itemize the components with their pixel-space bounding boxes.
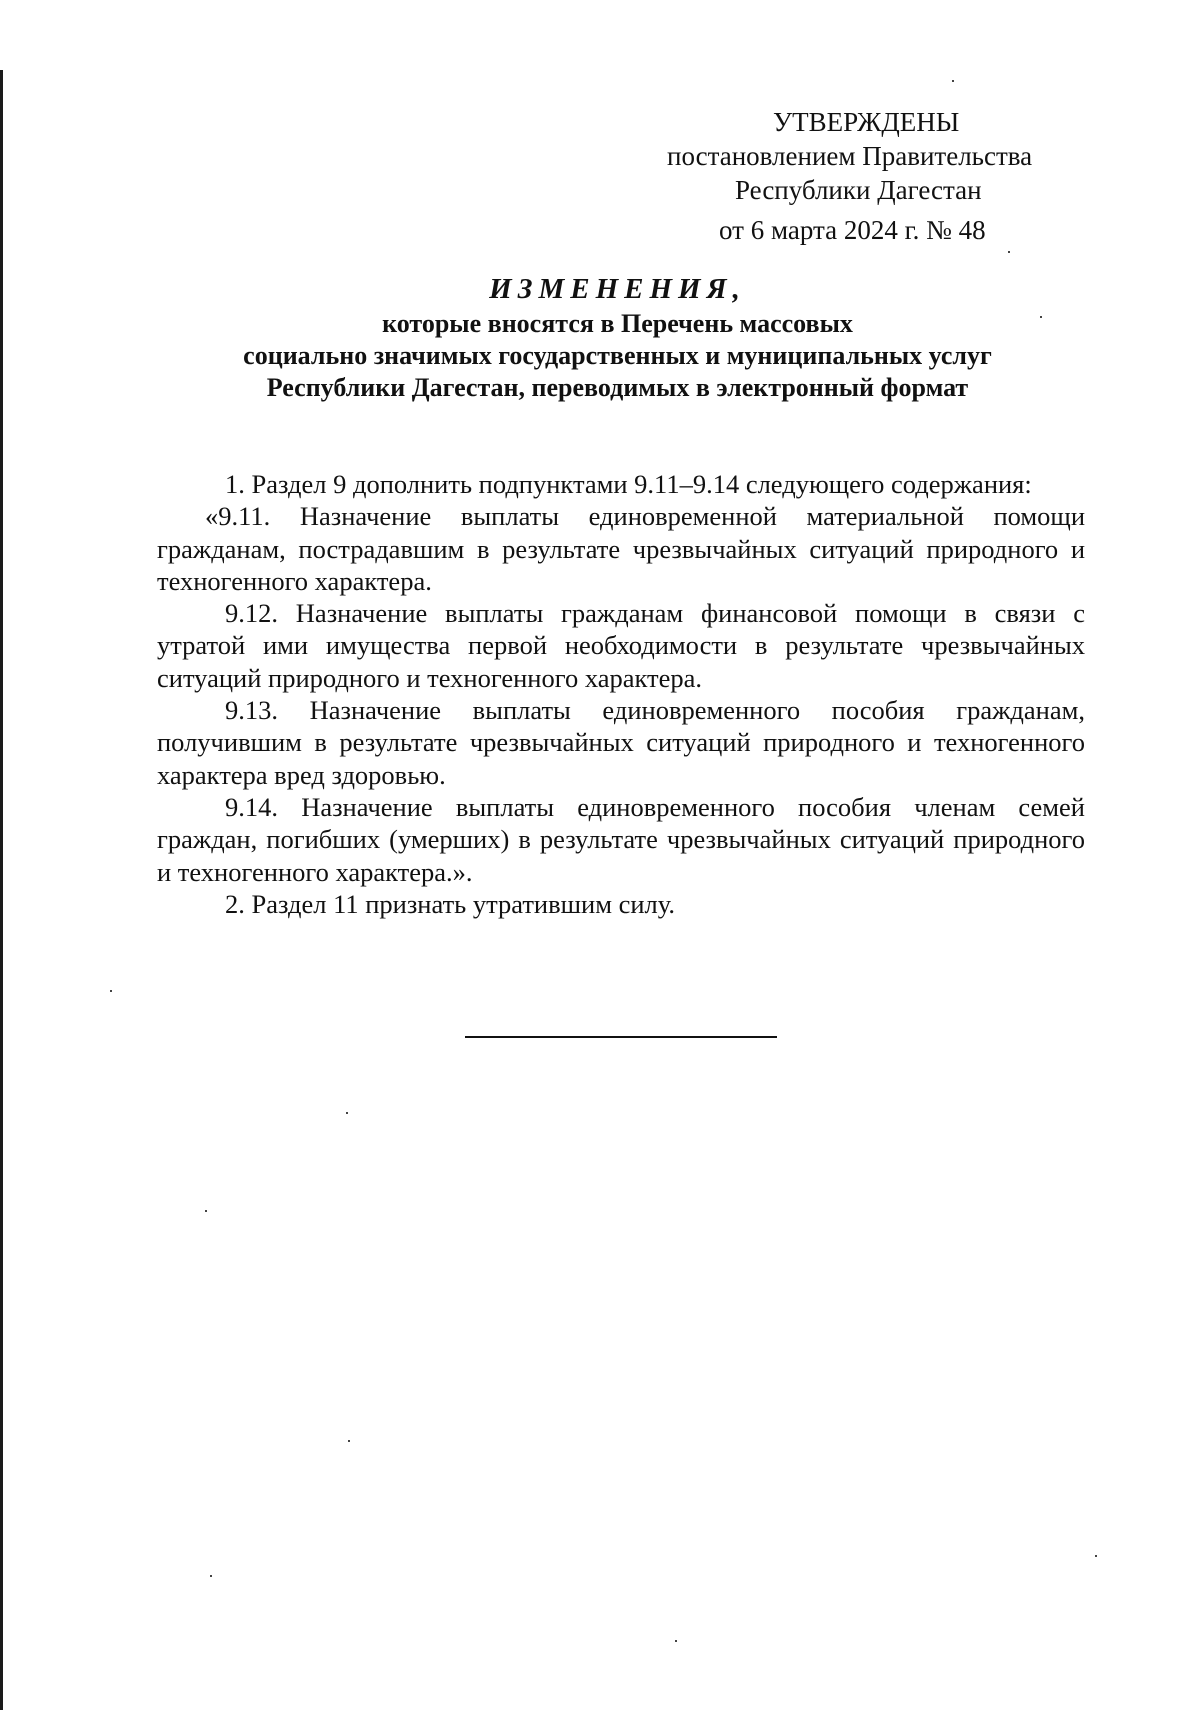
paragraph-1: 1. Раздел 9 дополнить подпунктами 9.11–9.14 следующего содержания:: [225, 469, 1032, 499]
scan-speck: [348, 1440, 350, 1442]
approval-block: [650, 105, 1070, 247]
heading-line-2: социально значимых государственных и муниципальных услуг: [243, 341, 992, 370]
scan-edge-shadow: [0, 70, 3, 1710]
paragraph-9-11: «9.11. Назначение выплаты единовременной материальной помощи гражданам, пострадавшим в результате чрезвычайных ситуаций природного и техногенного характера.: [157, 501, 1085, 596]
scan-speck: [346, 1112, 348, 1114]
paragraph-9-14: 9.14. Назначение выплаты единовременного пособия членам семей граждан, погибших (умерших) в результате чрезвычайных ситуаций природного и техногенного характера.».: [157, 791, 1085, 887]
approval-republic-line: Республики Дагестан: [735, 175, 982, 205]
scan-speck: [1008, 251, 1010, 253]
scan-speck: [1095, 1555, 1097, 1557]
heading-line-3: Республики Дагестан, переводимых в электронный формат: [266, 373, 969, 402]
scan-speck: [110, 990, 112, 992]
paragraph-2: 2. Раздел 11 признать утратившим силу.: [225, 888, 675, 919]
scan-speck: [952, 80, 954, 82]
approval-resolution-line: постановлением Правительства: [667, 141, 1033, 171]
closing-rule: [465, 1036, 777, 1038]
scan-speck: [1040, 316, 1042, 318]
heading-title: ИЗМЕНЕНИЯ,: [489, 273, 746, 305]
paragraph-9-13: 9.13. Назначение выплаты единовременного пособия гражданам, получившим в результате чрезвычайных ситуаций природного и техногенного характера вред здоровью.: [157, 695, 1085, 790]
approval-approved-label: УТВЕРЖДЕНЫ: [773, 107, 960, 137]
paragraph-9-12: 9.12. Назначение выплаты гражданам финансовой помощи в связи с утратой ими имущества первой необходимости в результате чрезвычайных ситуаций природного и техногенного характера.: [157, 598, 1085, 693]
scan-speck: [210, 1575, 212, 1577]
scan-speck: [205, 1210, 207, 1212]
approval-date-number: от 6 марта 2024 г. № 48: [719, 215, 986, 245]
document-heading: [150, 270, 1085, 404]
scan-speck: [675, 1640, 677, 1642]
heading-line-1: которые вносятся в Перечень массовых: [382, 309, 853, 338]
document-body: [157, 468, 1085, 920]
